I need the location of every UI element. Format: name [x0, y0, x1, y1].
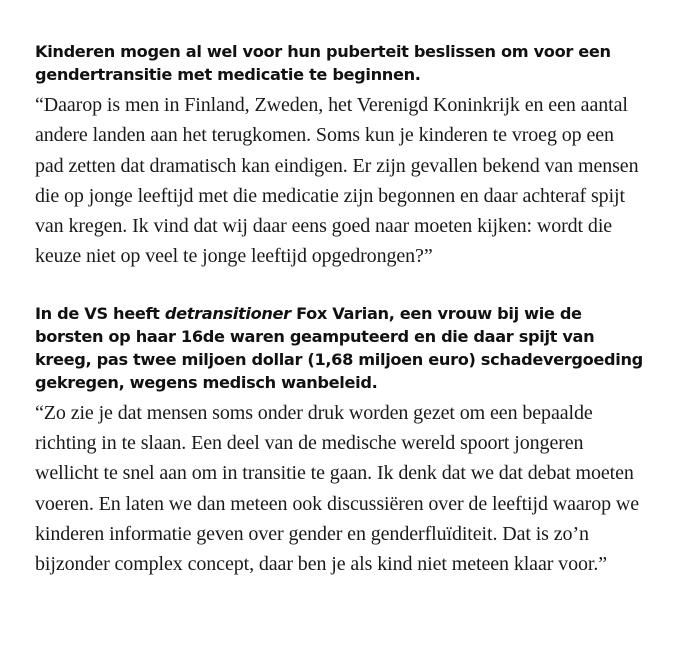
question-text: Fox Varian, een vrouw bij wie de borsten op haar 16de waren geamputeerd en die daar spijt van kreeg, pas twee miljoen dollar (1,68 miljoen euro) schadevergoeding gekregen, wegens medisch wanbeleid.	[35, 303, 643, 392]
interview-question	[35, 40, 645, 86]
interview-answer: “Zo zie je dat mensen soms onder druk worden gezet om een bepaalde richting in te slaan. Een deel van de medische wereld spoort jongeren wellicht te snel aan om in transitie te gaan. Ik denk dat we dat debat moeten voeren. En laten we dan meteen ook discussiëren over de leeftijd waarop we kinderen informatie geven over gender en genderfluïditeit. Dat is zo’n bijzonder complex concept, daar ben je als kind niet meteen klaar voor.”	[35, 401, 640, 576]
article-body	[35, 40, 645, 580]
question-text: In de VS heeft	[35, 303, 165, 323]
question-emphasis: detransitioner	[164, 303, 291, 323]
interview-answer: “Daarop is men in Finland, Zweden, het Verenigd Koninkrijk en een aantal andere landen aan het terugkomen. Soms kun je kinderen te vroeg op een pad zetten dat dramatisch kan eindigen. Er zijn gevallen bekend van mensen die op jonge leeftijd met die medicatie zijn begonnen en daar achteraf spijt van kregen. Ik vind dat wij daar eens goed naar moeten kijken: wordt die keuze niet op veel te jonge leeftijd opgedrongen?”	[35, 94, 639, 268]
question-text: Kinderen mogen al wel voor hun puberteit beslissen om voor een gendertransitie met medicatie te beginnen.	[35, 42, 611, 84]
qa-block	[35, 40, 645, 272]
qa-block	[35, 302, 645, 580]
interview-question	[35, 302, 645, 394]
